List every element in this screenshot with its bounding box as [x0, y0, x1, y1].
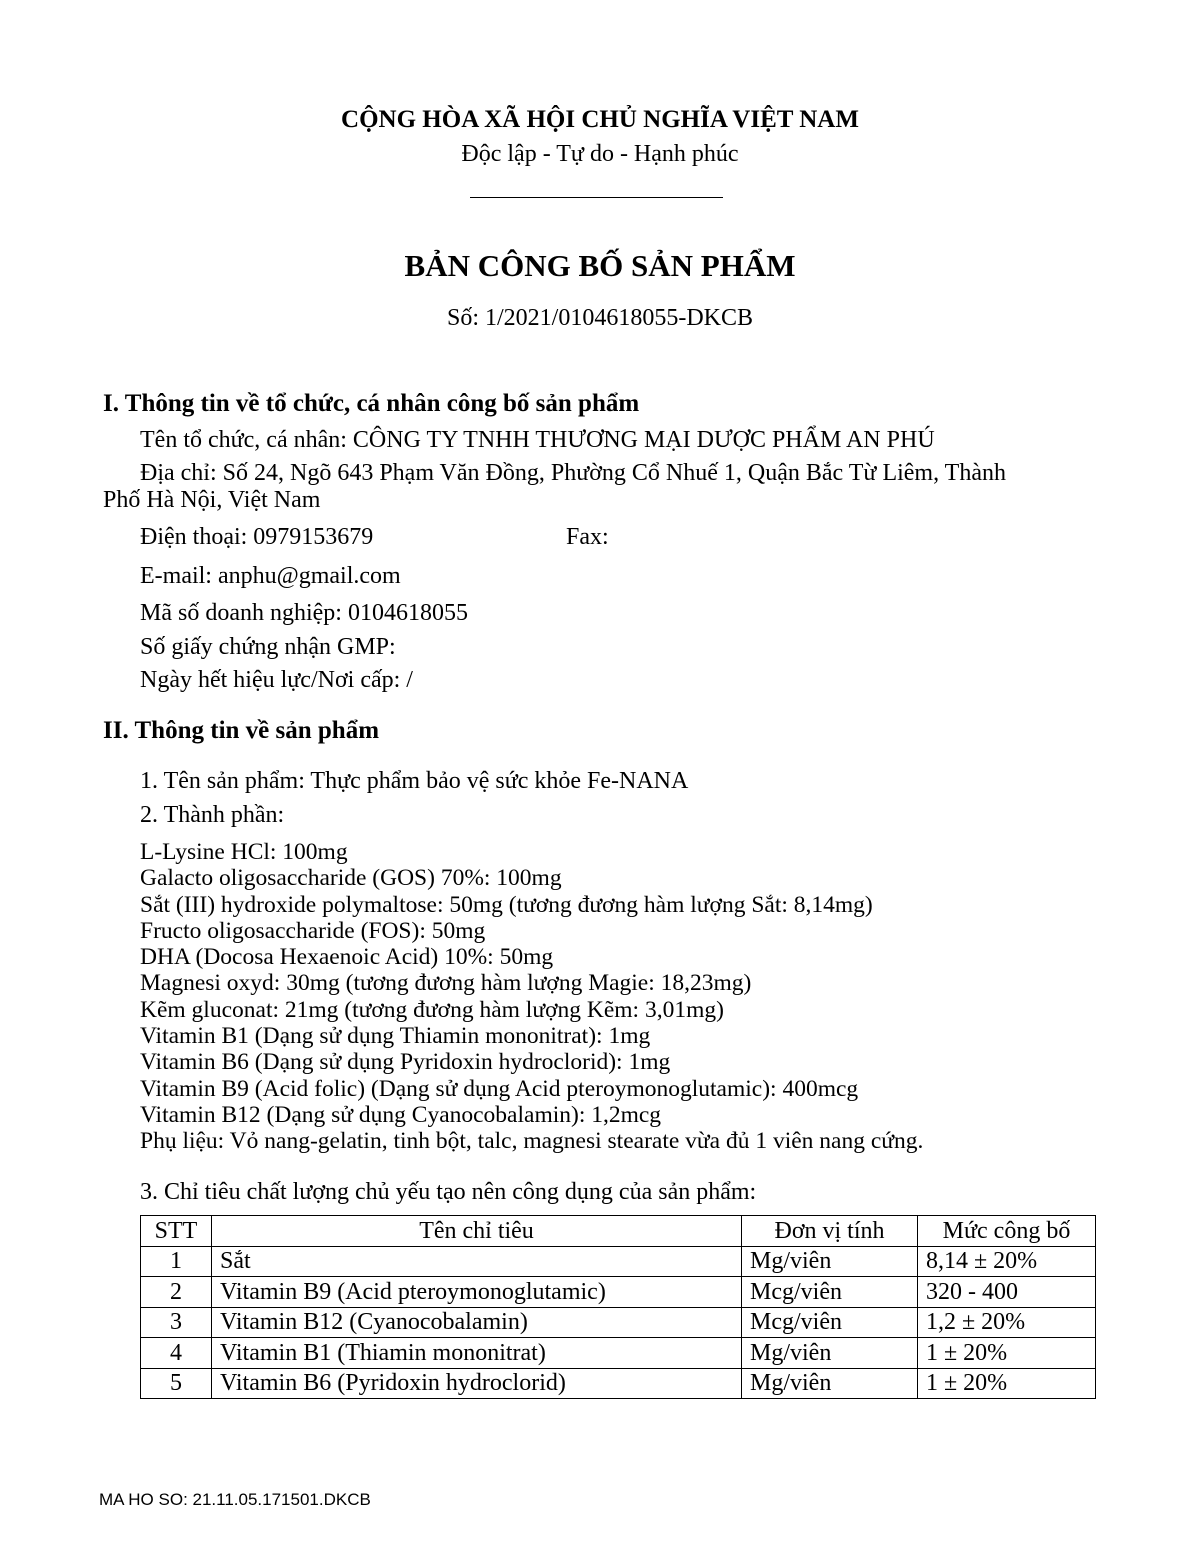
table-row — [141, 1307, 1096, 1338]
cell-criterion: Vitamin B12 (Cyanocobalamin) — [212, 1307, 742, 1338]
motto-underline — [470, 197, 723, 198]
table-row — [141, 1368, 1096, 1399]
cell-stt: 1 — [141, 1246, 212, 1277]
ingredient-item: Sắt (III) hydroxide polymaltose: 50mg (tương đương hàm lượng Sắt: 8,14mg) — [140, 891, 873, 918]
section-2-heading: II. Thông tin về sản phẩm — [103, 717, 380, 744]
cell-stt: 2 — [141, 1277, 212, 1308]
national-title: CỘNG HÒA XÃ HỘI CHỦ NGHĨA VIỆT NAM — [341, 106, 859, 133]
header-declared-level: Mức công bố — [918, 1216, 1096, 1247]
ingredients-list — [140, 839, 923, 1155]
cell-level: 1 ± 20% — [918, 1368, 1096, 1399]
cell-level: 1 ± 20% — [918, 1338, 1096, 1369]
product-name: 1. Tên sản phẩm: Thực phẩm bảo vệ sức khỏe Fe-NANA — [140, 768, 689, 794]
document-number: Số: 1/2021/0104618055-DKCB — [446, 305, 754, 331]
cell-unit: Mcg/viên — [742, 1277, 918, 1308]
cell-criterion: Vitamin B9 (Acid pteroymonoglutamic) — [212, 1277, 742, 1308]
address-line-1: Địa chỉ: Số 24, Ngõ 643 Phạm Văn Đồng, Phường Cổ Nhuế 1, Quận Bắc Từ Liêm, Thành — [140, 460, 1006, 486]
ingredient-item: Vitamin B9 (Acid folic) (Dạng sử dụng Acid pteroymonoglutamic): 400mcg — [140, 1075, 859, 1102]
header-unit: Đơn vị tính — [742, 1216, 918, 1247]
address-line-2: Phố Hà Nội, Việt Nam — [103, 487, 321, 513]
cell-level: 1,2 ± 20% — [918, 1307, 1096, 1338]
ingredient-item: Magnesi oxyd: 30mg (tương đương hàm lượng Magie: 18,23mg) — [140, 970, 752, 997]
cell-criterion: Sắt — [212, 1246, 742, 1277]
cell-unit: Mg/viên — [742, 1338, 918, 1369]
section-1-heading: I. Thông tin về tổ chức, cá nhân công bố sản phẩm — [103, 390, 640, 417]
phone: Điện thoại: 0979153679 — [140, 524, 374, 550]
ingredient-item: Kẽm gluconat: 21mg (tương đương hàm lượng Kẽm: 3,01mg) — [140, 996, 724, 1023]
header-criterion: Tên chỉ tiêu — [212, 1216, 742, 1247]
gmp-certificate: Số giấy chứng nhận GMP: — [140, 634, 396, 660]
document-title: BẢN CÔNG BỐ SẢN PHẨM — [404, 248, 796, 283]
ingredients-heading: 2. Thành phần: — [140, 802, 285, 828]
ingredient-item: Vitamin B12 (Dạng sử dụng Cyanocobalamin): 1,2mcg — [140, 1101, 662, 1128]
table-header-row — [141, 1216, 1096, 1247]
quality-table — [140, 1215, 1096, 1399]
business-code: Mã số doanh nghiệp: 0104618055 — [140, 600, 468, 626]
ingredient-item: Vitamin B6 (Dạng sử dụng Pyridoxin hydroclorid): 1mg — [140, 1049, 671, 1076]
cell-unit: Mg/viên — [742, 1246, 918, 1277]
expiry-issuer: Ngày hết hiệu lực/Nơi cấp: / — [140, 667, 413, 693]
cell-level: 320 - 400 — [918, 1277, 1096, 1308]
ingredient-item: L-Lysine HCl: 100mg — [140, 839, 348, 865]
cell-stt: 4 — [141, 1338, 212, 1369]
ingredient-item: Galacto oligosaccharide (GOS) 70%: 100mg — [140, 865, 562, 892]
table-row — [141, 1338, 1096, 1369]
header-stt: STT — [141, 1216, 212, 1247]
ingredient-item: Fructo oligosaccharide (FOS): 50mg — [140, 917, 486, 944]
motto: Độc lập - Tự do - Hạnh phúc — [461, 141, 739, 167]
cell-level: 8,14 ± 20% — [918, 1246, 1096, 1277]
email: E-mail: anphu@gmail.com — [140, 563, 401, 589]
cell-stt: 3 — [141, 1307, 212, 1338]
quality-heading: 3. Chỉ tiêu chất lượng chủ yếu tạo nên công dụng của sản phẩm: — [140, 1179, 757, 1205]
ingredient-item: DHA (Docosa Hexaenoic Acid) 10%: 50mg — [140, 944, 554, 971]
table-row — [141, 1246, 1096, 1277]
cell-stt: 5 — [141, 1368, 212, 1399]
cell-criterion: Vitamin B1 (Thiamin mononitrat) — [212, 1338, 742, 1369]
cell-unit: Mcg/viên — [742, 1307, 918, 1338]
org-name: Tên tổ chức, cá nhân: CÔNG TY TNHH THƯƠNG MẠI DƯỢC PHẨM AN PHÚ — [140, 427, 935, 453]
record-code: MA HO SO: 21.11.05.171501.DKCB — [99, 1490, 371, 1509]
table-row — [141, 1277, 1096, 1308]
fax: Fax: — [566, 524, 609, 550]
ingredient-item: Vitamin B1 (Dạng sử dụng Thiamin mononitrat): 1mg — [140, 1023, 651, 1050]
excipients: Phụ liệu: Vỏ nang-gelatin, tinh bột, talc, magnesi stearate vừa đủ 1 viên nang cứng. — [140, 1128, 924, 1155]
cell-unit: Mg/viên — [742, 1368, 918, 1399]
cell-criterion: Vitamin B6 (Pyridoxin hydroclorid) — [212, 1368, 742, 1399]
